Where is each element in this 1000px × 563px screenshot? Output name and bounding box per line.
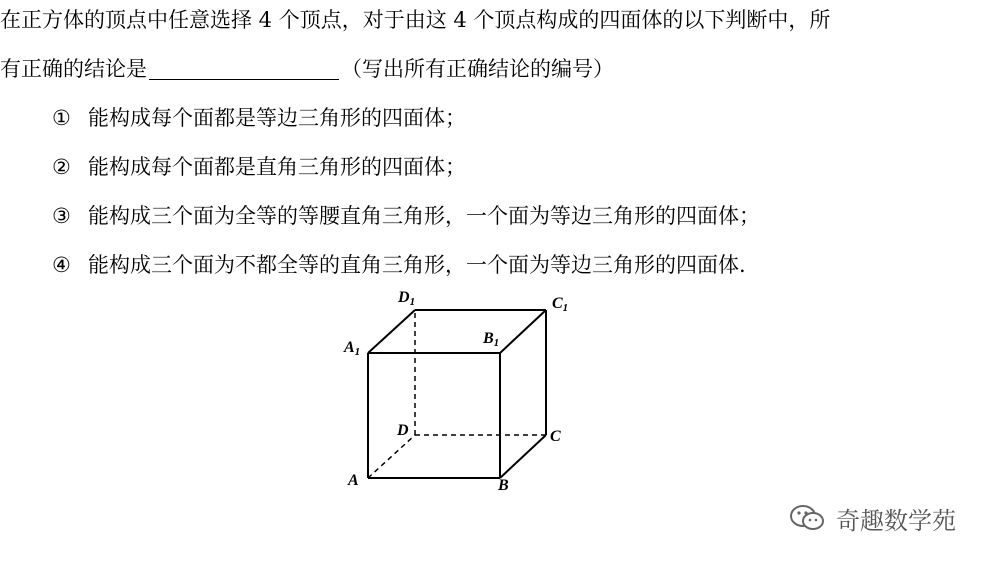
option-2-number: ② [52,155,71,179]
option-1-number: ① [52,106,71,130]
watermark-text: 奇趣数学苑 [836,506,956,535]
label-A1: A1 [344,339,361,358]
label-D1: D1 [398,289,416,308]
wechat-icon [788,503,828,533]
label-B1: B1 [483,330,500,349]
option-2-text: 能构成每个面都是直角三角形的四面体； [88,155,466,179]
option-1-text: 能构成每个面都是等边三角形的四面体； [88,106,466,130]
question-text-2a: 有正确的结论是 [0,57,147,81]
edge-A-D [368,435,415,478]
label-A: A [348,472,359,489]
question-text-2b: （写出所有正确结论的编号） [341,57,614,81]
option-3-number: ③ [52,204,71,228]
label-C: C [550,428,561,445]
label-B: B [498,477,509,494]
label-C1: C1 [552,295,569,314]
question-text-1: 在正方体的顶点中任意选择 4 个顶点，对于由这 4 个顶点构成的四面体的以下判断中，所 [0,8,831,32]
label-D: D [397,422,409,439]
option-3-text: 能构成三个面为全等的等腰直角三角形，一个面为等边三角形的四面体； [88,204,760,228]
edge-B-C [500,435,546,478]
edge-B1-C1 [500,310,546,353]
option-4-text: 能构成三个面为不都全等的直角三角形，一个面为等边三角形的四面体. [88,253,746,277]
option-4-number: ④ [52,253,71,277]
edge-A1-D1 [368,310,415,353]
watermark [788,500,956,536]
